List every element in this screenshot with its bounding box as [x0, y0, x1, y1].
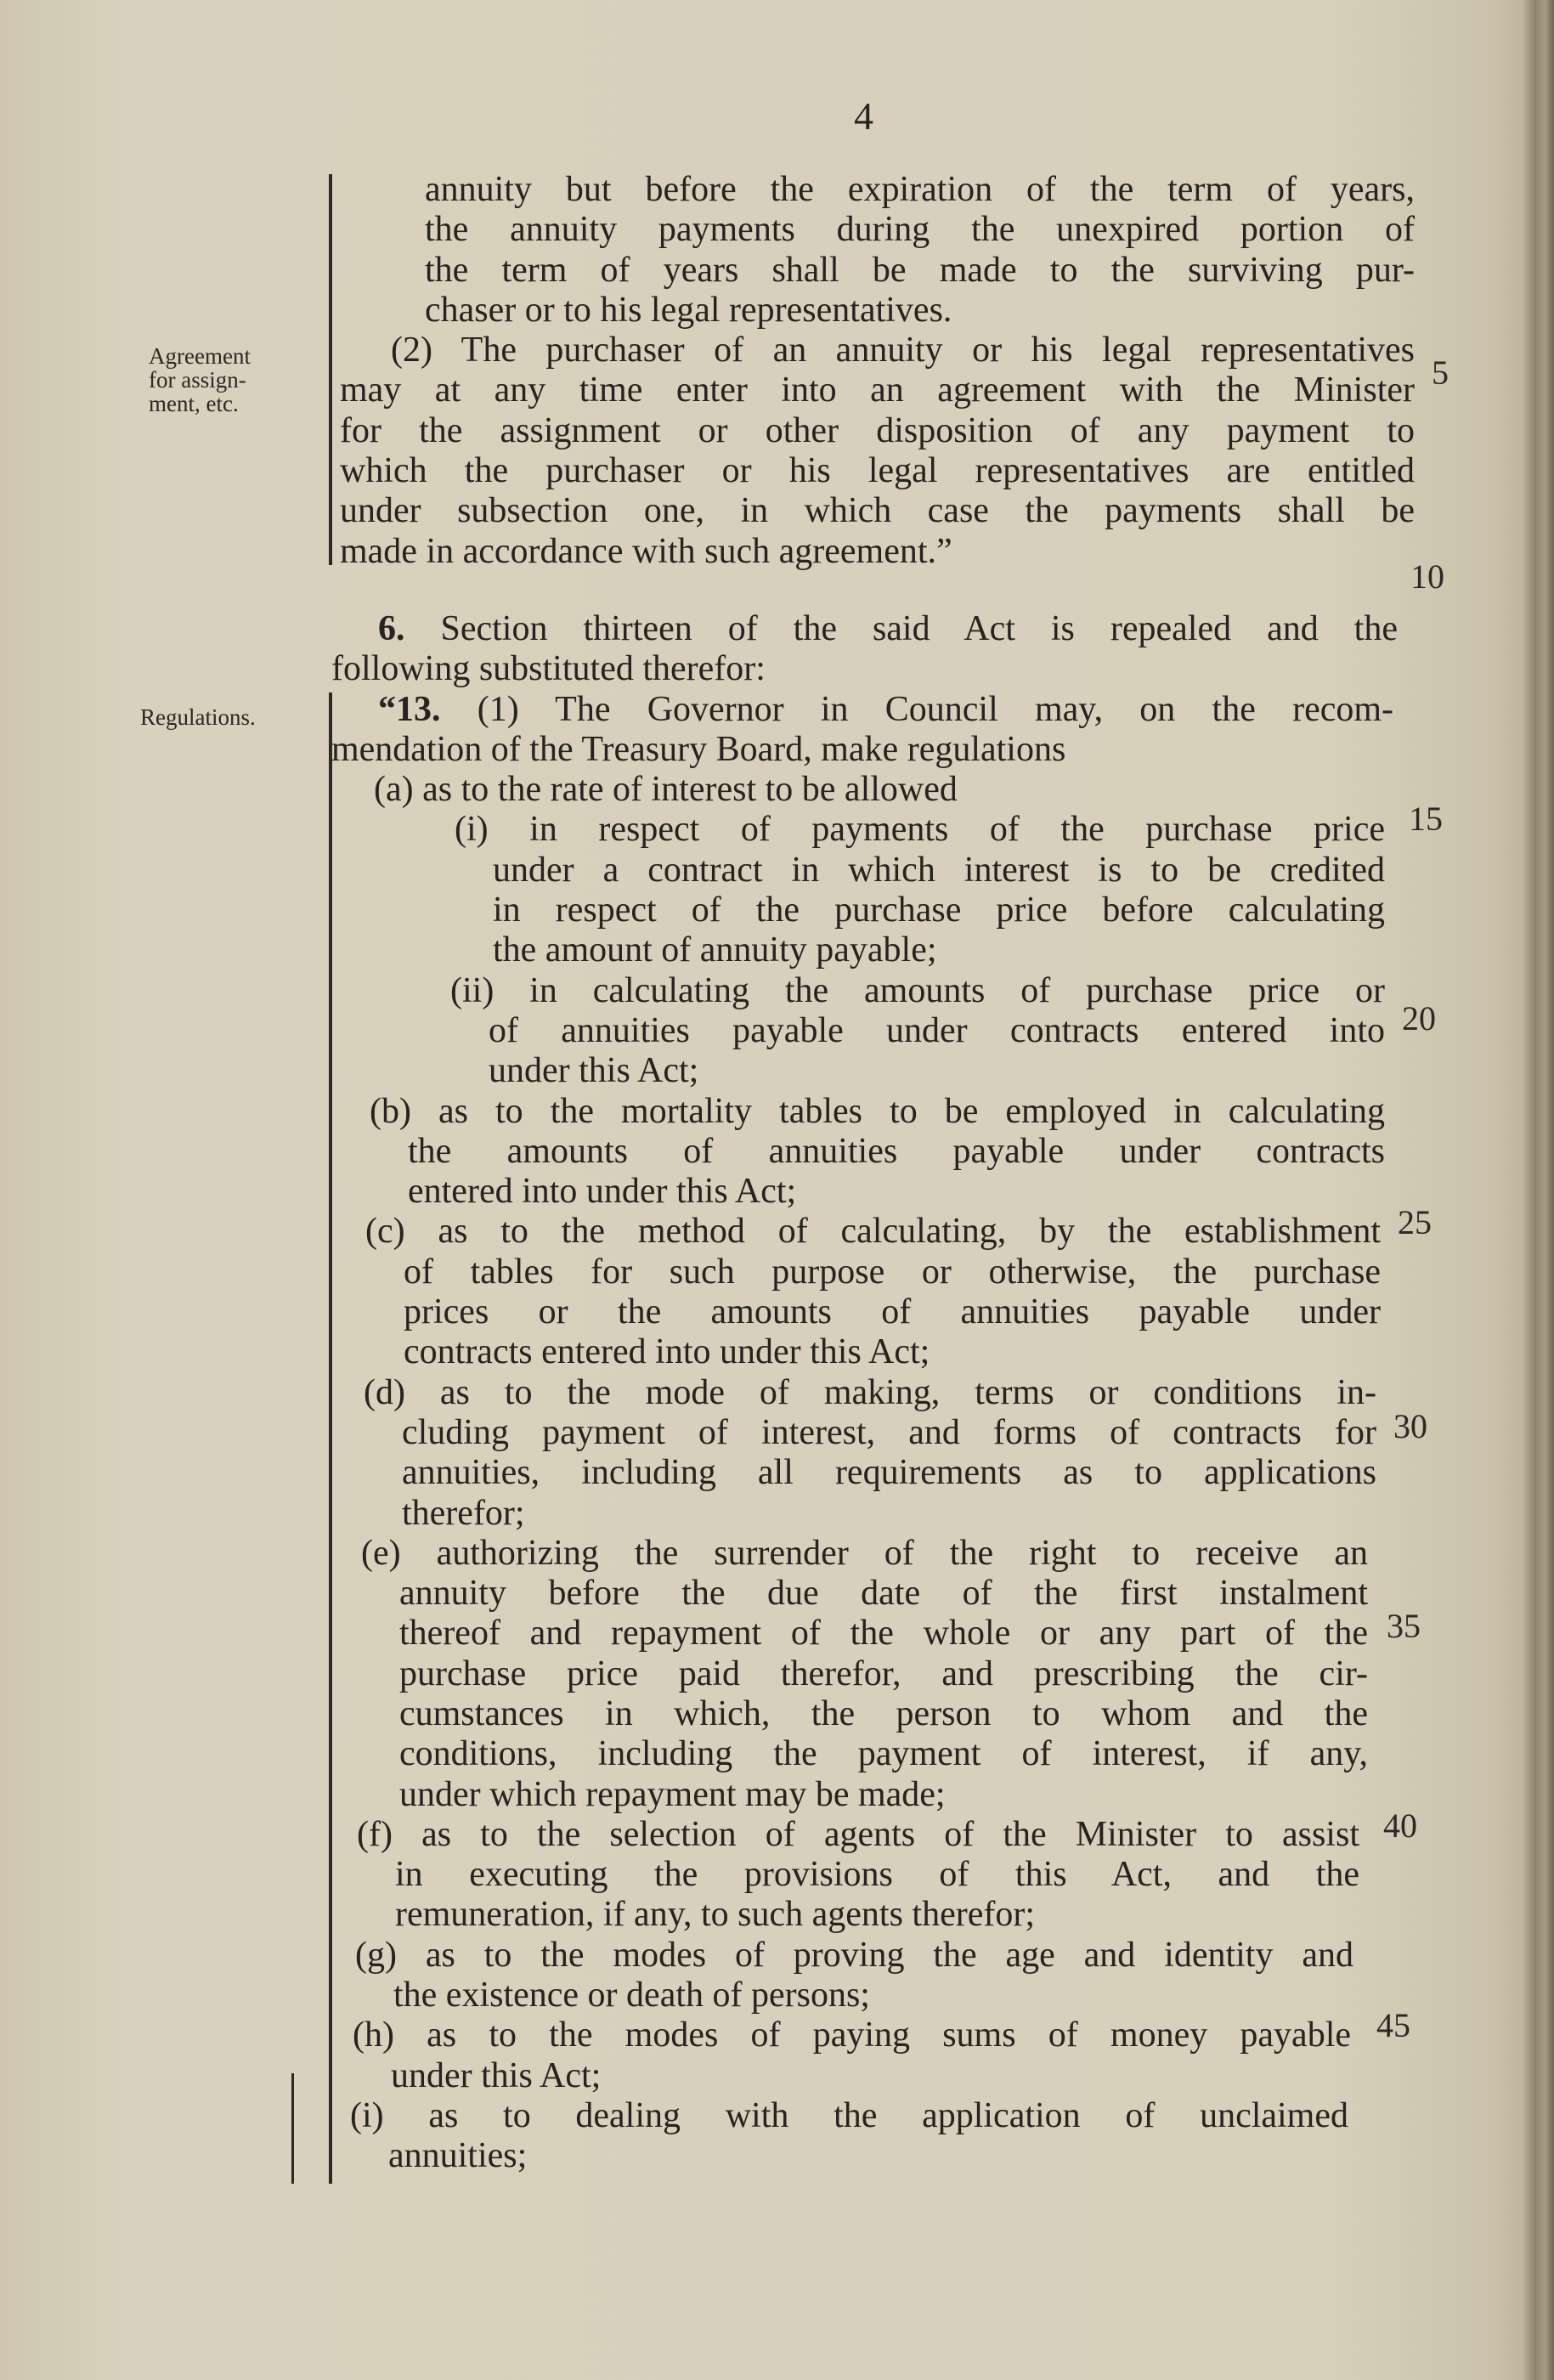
marginal-note-line: Agreement — [149, 343, 251, 369]
text-line: the annuity payments during the unexpired portion of — [425, 210, 1415, 250]
text-line: prices or the amounts of annuities payable under — [404, 1292, 1381, 1332]
text-run: Section thirteen of the said Act is repealed and the — [440, 608, 1398, 648]
text-line — [331, 609, 1398, 649]
text-line: cumstances in which, the person to whom and the — [399, 1693, 1368, 1733]
text-line: remuneration, if any, to such agents therefor; — [395, 1895, 1036, 1935]
text-line: the term of years shall be made to the surviving pur- — [425, 250, 1415, 290]
page-edge — [1523, 0, 1554, 2380]
marginal-note-line: ment, etc. — [149, 391, 239, 416]
text-line: (c) as to the method of calculating, by the establishment — [365, 1212, 1381, 1252]
text-line: chaser or to his legal representatives. — [425, 290, 952, 330]
subsection-2 — [331, 331, 1415, 572]
paragraph-h — [331, 2015, 1351, 2096]
line-number: 45 — [1376, 2006, 1410, 2044]
line-number: 30 — [1393, 1407, 1427, 1445]
text-line: purchase price paid therefor, and prescribing the cir- — [399, 1654, 1368, 1693]
line-number: 10 — [1410, 557, 1444, 596]
text-line: the existence or death of persons; — [393, 1976, 870, 2015]
text-line: (ii) in calculating the amounts of purchase price or — [450, 970, 1385, 1010]
text-line: annuity before the due date of the first instalment — [399, 1574, 1368, 1614]
intro-paragraph — [331, 170, 1415, 331]
text-line: contracts entered into under this Act; — [404, 1332, 930, 1372]
text-line: mendation of the Treasury Board, make regulations — [331, 729, 1066, 769]
text-line: annuity but before the expiration of the term of years, — [425, 170, 1415, 209]
text-line: annuities; — [388, 2136, 528, 2176]
text-line: following substituted therefor: — [331, 649, 766, 689]
text-line: in respect of the purchase price before calculating — [493, 890, 1385, 930]
text-line: therefor; — [402, 1493, 525, 1533]
paragraph-b — [331, 1092, 1385, 1213]
text-line: (f) as to the selection of agents of the Minister to assist — [357, 1814, 1359, 1854]
text-line: the amounts of annuities payable under contracts — [408, 1131, 1385, 1171]
text-line: (i) in respect of payments of the purchase price — [455, 810, 1385, 850]
text-line: under which repayment may be made; — [399, 1774, 946, 1814]
line-number: 15 — [1409, 800, 1443, 838]
text-line: may at any time enter into an agreement with the Minister — [340, 370, 1415, 410]
text-line: (d) as to the mode of making, terms or conditions in- — [364, 1372, 1376, 1412]
paragraph-a — [331, 770, 1393, 810]
text-line: conditions, including the payment of interest, if any, — [399, 1734, 1368, 1774]
text-line: (b) as to the mortality tables to be employed in calculating — [370, 1091, 1385, 1131]
section-6 — [331, 609, 1398, 690]
line-number: 20 — [1402, 999, 1436, 1037]
text-line — [331, 690, 1393, 730]
text-line: made in accordance with such agreement.” — [340, 531, 952, 571]
text-line: of tables for such purpose or otherwise, the purchase — [404, 1252, 1381, 1292]
text-line: (a) as to the rate of interest to be allowed — [374, 770, 958, 810]
section-number: “13. — [378, 689, 441, 729]
paragraph-e — [331, 1534, 1368, 1815]
section-number: 6. — [378, 608, 405, 648]
paragraph-d — [331, 1373, 1376, 1534]
text-line: for the assignment or other disposition of any payment to — [340, 410, 1415, 450]
subparagraph-a-i — [331, 810, 1385, 970]
text-line: (h) as to the modes of paying sums of money payable — [353, 2015, 1351, 2055]
text-line: of annuities payable under contracts entered into — [489, 1010, 1385, 1050]
text-line: thereof and repayment of the whole or any part of the — [399, 1614, 1368, 1654]
section-13 — [331, 690, 1393, 771]
text-run: (1) The Governor in Council may, on the recom- — [477, 689, 1394, 729]
line-number: 5 — [1432, 353, 1449, 392]
text-line: (e) authorizing the surrender of the right to receive an — [361, 1533, 1368, 1573]
marginal-note-agreement — [149, 344, 251, 416]
statute-body — [331, 170, 1415, 2177]
text-line: under subsection one, in which case the payments shall be — [340, 491, 1415, 531]
text-line: (g) as to the modes of proving the age and identity and — [355, 1935, 1353, 1975]
paragraph-c — [331, 1212, 1381, 1372]
paragraph-i — [331, 2096, 1348, 2177]
margin-rule-short — [291, 2073, 294, 2184]
text-line: which the purchaser or his legal representatives are entitled — [340, 451, 1415, 491]
text-line: (i) as to dealing with the application of unclaimed — [350, 2095, 1348, 2135]
text-line: under this Act; — [489, 1051, 699, 1091]
paragraph-g — [331, 1936, 1353, 2016]
line-number: 25 — [1398, 1203, 1432, 1241]
text-line: in executing the provisions of this Act, and the — [395, 1855, 1359, 1895]
line-number: 40 — [1383, 1806, 1417, 1845]
text-line: the amount of annuity payable; — [493, 930, 937, 970]
subparagraph-a-ii — [331, 971, 1385, 1092]
text-line: annuities, including all requirements as to applications — [402, 1453, 1376, 1493]
text-line: entered into under this Act; — [408, 1172, 797, 1212]
marginal-note-regulations: Regulations. — [140, 704, 256, 730]
text-line: under this Act; — [391, 2055, 602, 2095]
text-line: cluding payment of interest, and forms of contracts for — [402, 1412, 1376, 1452]
text-line: under a contract in which interest is to be credited — [493, 850, 1385, 890]
line-number: 35 — [1387, 1607, 1421, 1645]
page-number: 4 — [854, 94, 873, 138]
paragraph-f — [331, 1815, 1359, 1936]
marginal-note-line: for assign- — [149, 367, 246, 393]
text-line: (2) The purchaser of an annuity or his legal representatives — [391, 331, 1415, 370]
